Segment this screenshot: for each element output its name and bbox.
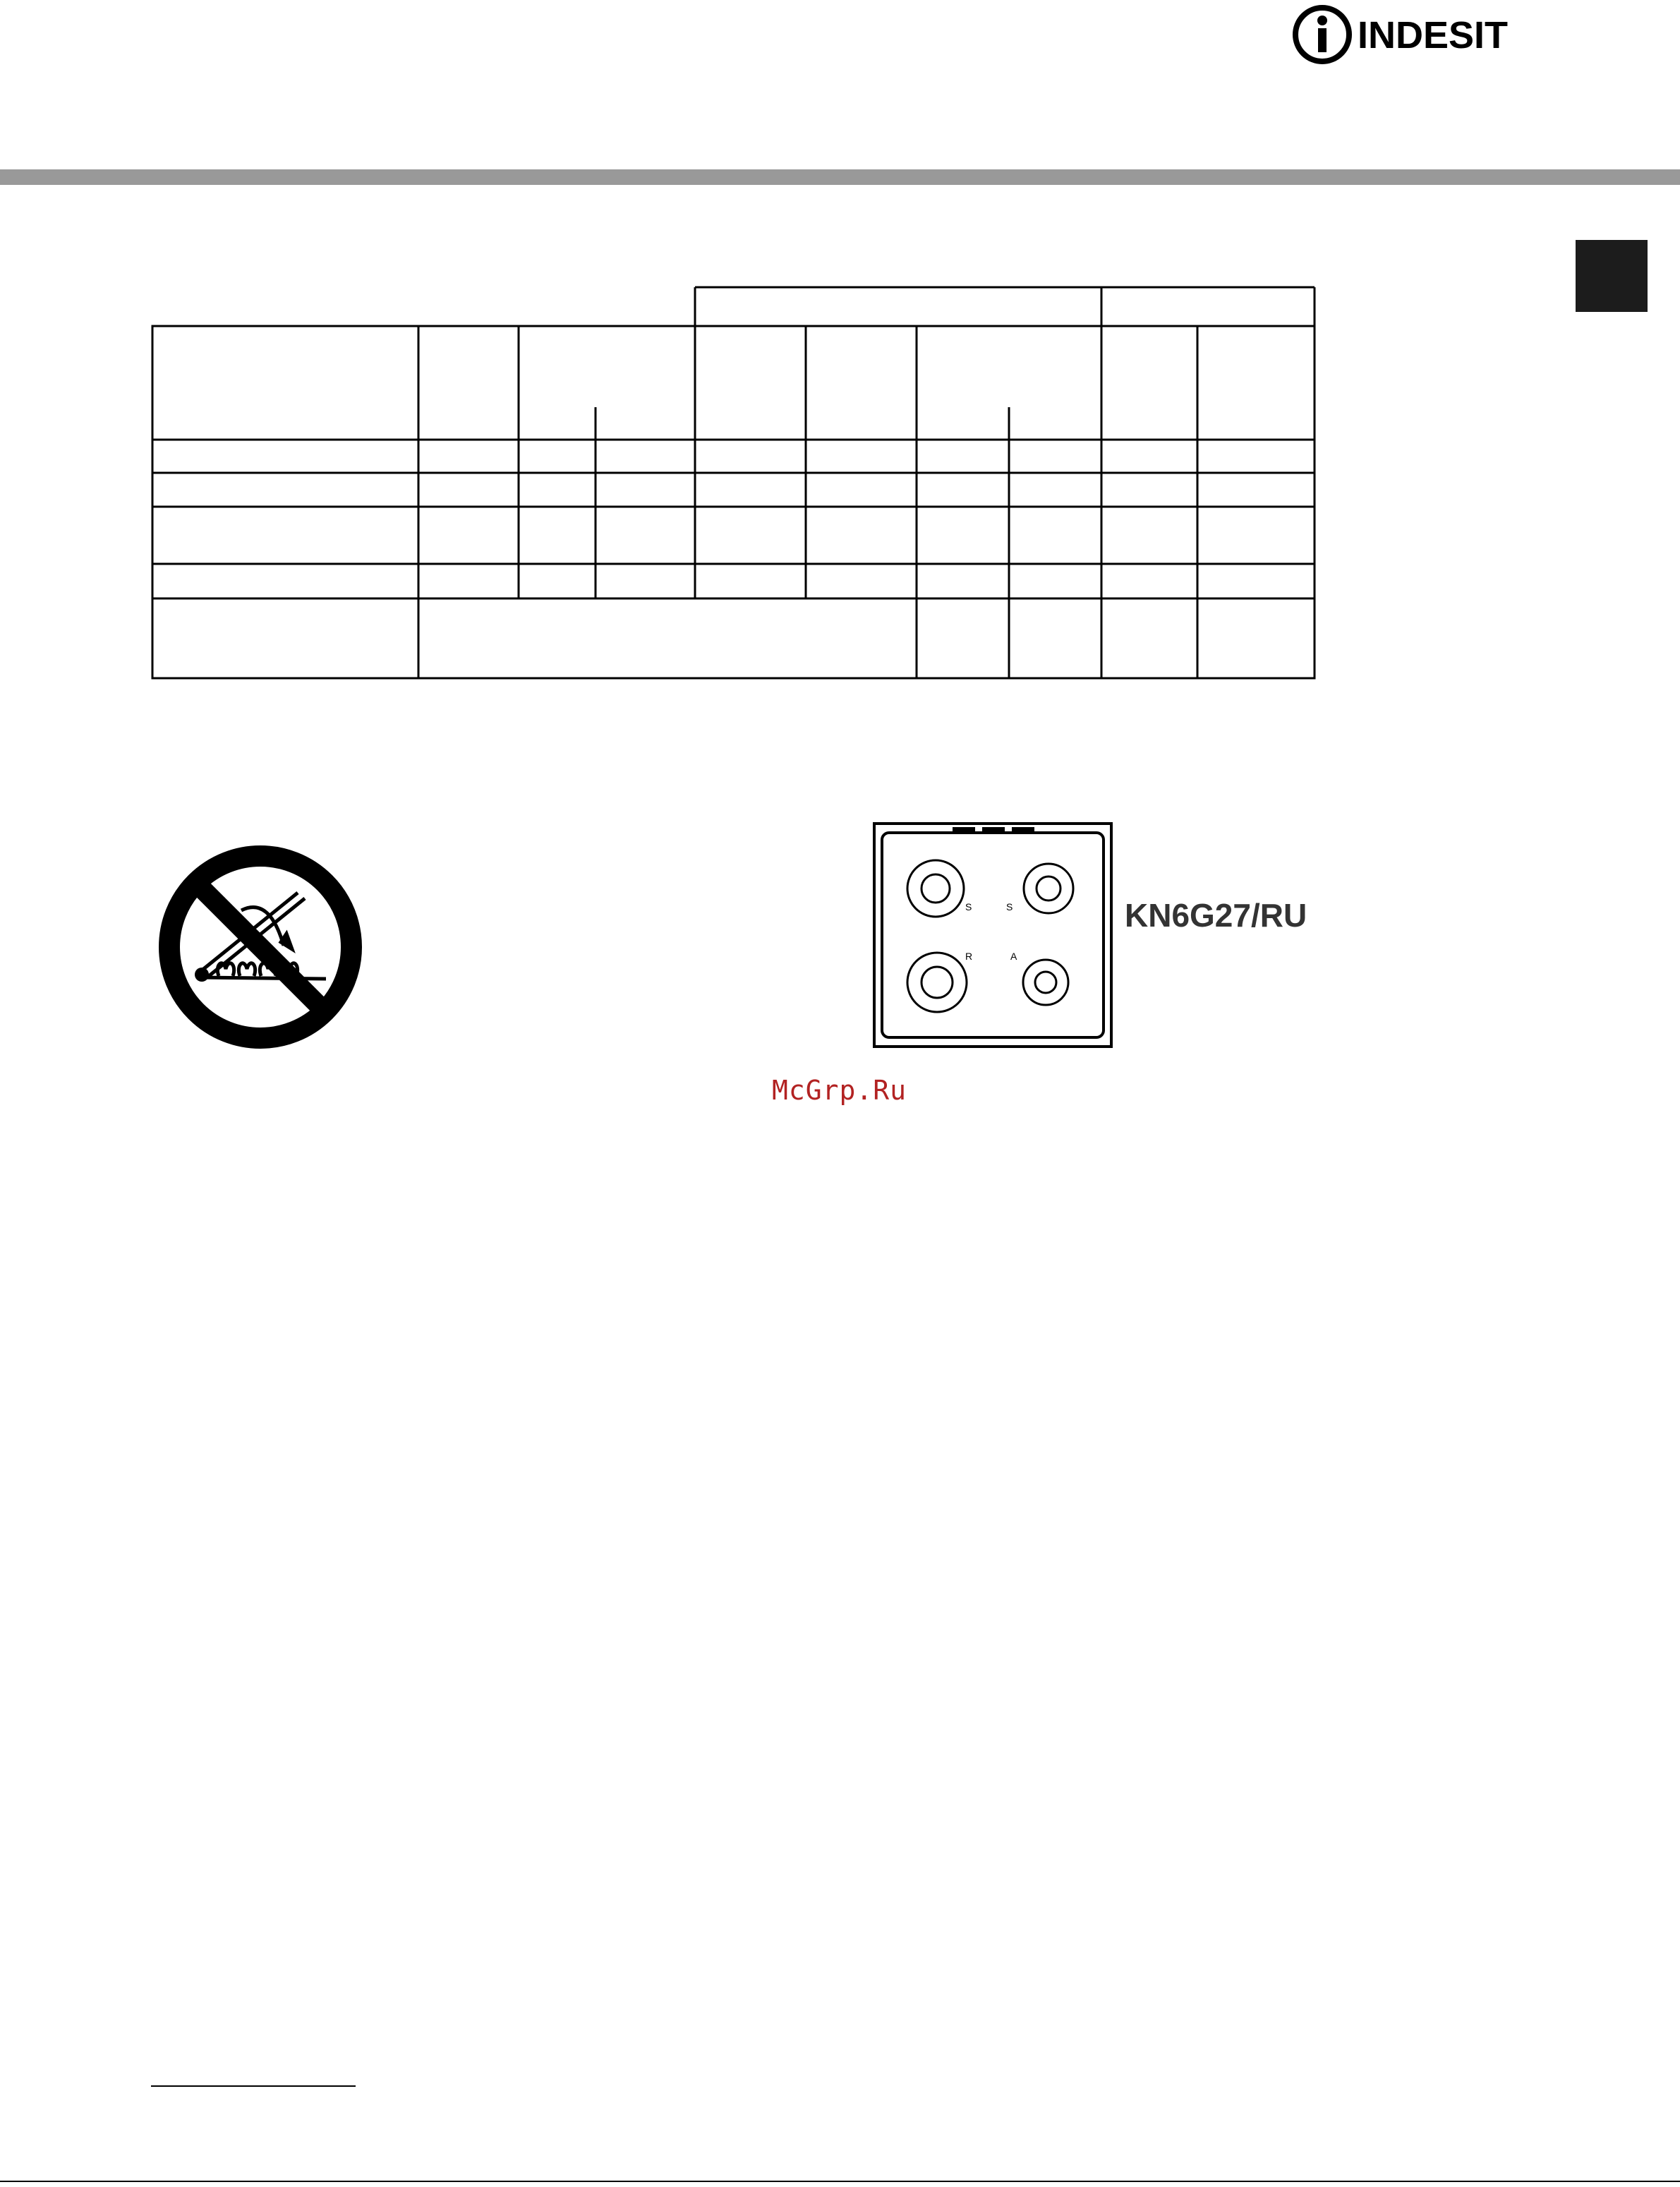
spec-table	[148, 286, 1319, 681]
burner-label: A	[1010, 951, 1017, 962]
burner-label: R	[965, 951, 973, 962]
indesit-logo-icon	[1291, 3, 1531, 66]
footer-rule	[0, 2181, 1680, 2182]
no-flame-icon	[157, 843, 364, 1051]
model-label: KN6G27/RU	[1125, 897, 1307, 934]
brand-name: INDESIT	[1358, 14, 1509, 56]
header-bar	[0, 169, 1680, 185]
language-tab	[1576, 240, 1648, 312]
hob-diagram-icon	[872, 821, 1113, 1049]
footnote-rule	[151, 2085, 356, 2087]
burner-label: S	[965, 901, 972, 912]
burner-label: S	[1006, 901, 1013, 912]
watermark: McGrp.Ru	[772, 1075, 907, 1106]
